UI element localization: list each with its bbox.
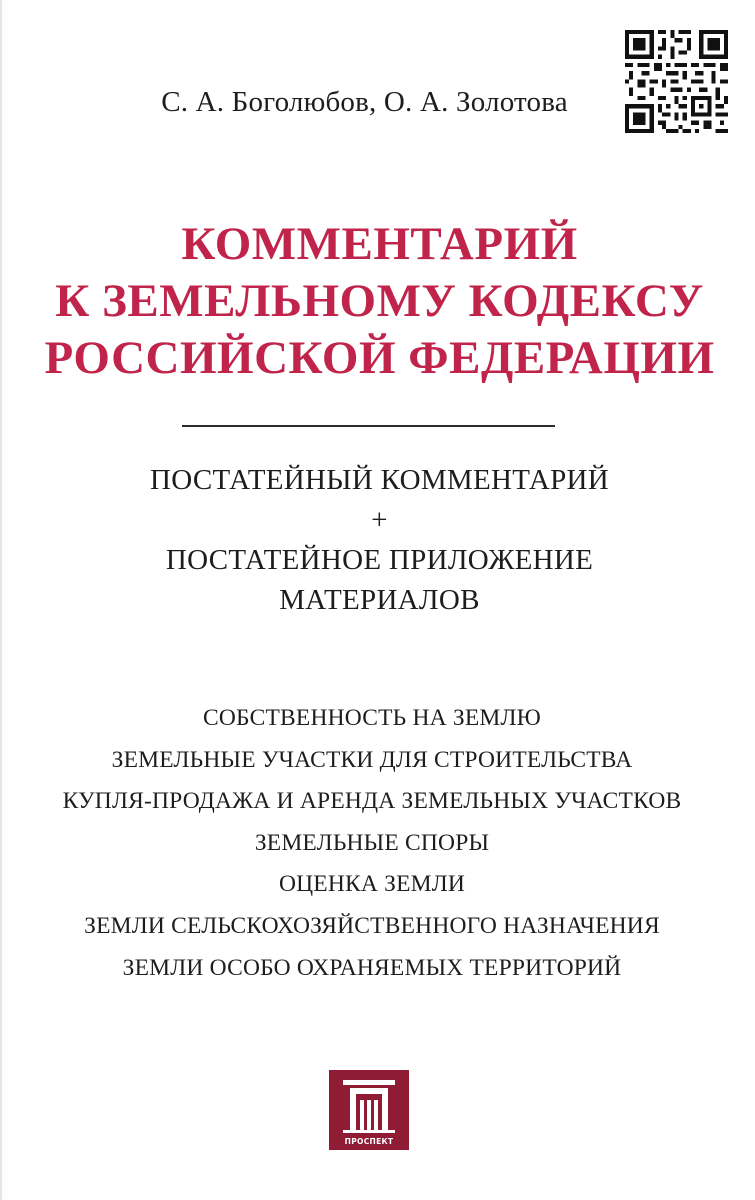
- divider: [182, 425, 555, 427]
- topics-list: [2, 698, 742, 989]
- subtitle-line: МАТЕРИАЛОВ: [279, 584, 480, 616]
- topic-item: СОБСТВЕННОСТЬ НА ЗЕМЛЮ: [203, 705, 541, 731]
- authors: С. А. Боголюбов, О. А. Золотова: [161, 86, 568, 118]
- subtitle-plus: +: [371, 504, 388, 536]
- subtitle: [2, 460, 755, 620]
- topic-item: КУПЛЯ-ПРОДАЖА И АРЕНДА ЗЕМЕЛЬНЫХ УЧАСТКОВ: [62, 788, 682, 815]
- topic-item: ЗЕМЕЛЬНЫЕ УЧАСТКИ ДЛЯ СТРОИТЕЛЬСТВА: [111, 746, 633, 773]
- subtitle-line: ПОСТАТЕЙНОЕ ПРИЛОЖЕНИЕ: [165, 544, 594, 576]
- subtitle-line: ПОСТАТЕЙНЫЙ КОММЕНТАРИЙ: [150, 464, 609, 496]
- topic-item: ЗЕМЕЛЬНЫЕ СПОРЫ: [254, 829, 490, 856]
- topic-item: ОЦЕНКА ЗЕМЛИ: [278, 871, 466, 898]
- title-line: К ЗЕМЕЛЬНОМУ КОДЕКСУ: [55, 275, 704, 327]
- topic-item: ЗЕМЛИ ОСОБО ОХРАНЯЕМЫХ ТЕРРИТОРИЙ: [122, 954, 622, 981]
- title-line: РОССИЙСКОЙ ФЕДЕРАЦИИ: [44, 332, 715, 384]
- publisher-logo-icon: [329, 1070, 409, 1150]
- publisher-name: ПРОСПЕКТ: [344, 1137, 394, 1146]
- title-line: КОММЕНТАРИЙ: [181, 218, 578, 270]
- book-title: [2, 216, 755, 387]
- topic-item: ЗЕМЛИ СЕЛЬСКОХОЗЯЙСТВЕННОГО НАЗНАЧЕНИЯ: [84, 912, 660, 939]
- qr-code-icon: [625, 30, 728, 133]
